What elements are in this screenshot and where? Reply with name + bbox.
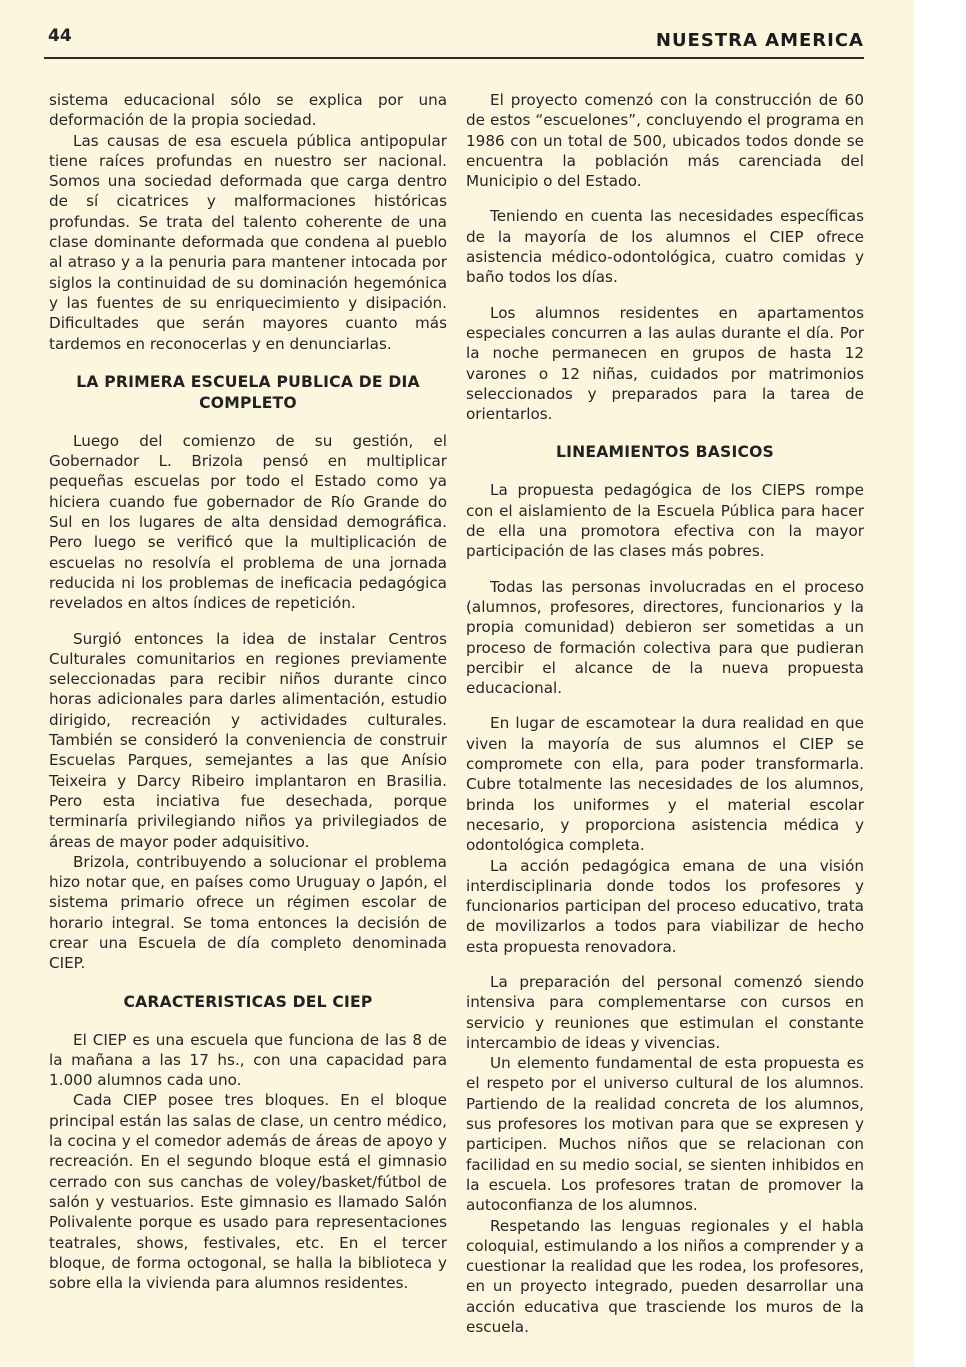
left-column xyxy=(49,90,447,1293)
paragraph: Todas las personas involucradas en el proceso (alumnos, profesores, directores, funcionarios y la propia comunidad) debieron ser sometidas a un proceso de formación colectiva para que pudieran percibir el alcance de la nueva propuesta educacional. xyxy=(466,577,864,698)
paragraph: sistema educacional sólo se explica por una deformación de la propia sociedad. xyxy=(49,91,447,130)
column-gutter xyxy=(457,92,458,1312)
paragraph: La preparación del personal comenzó siendo intensiva para complementarse con cursos en servicio y reuniones que estimulan el constante intercambio de ideas y vivencias. xyxy=(466,972,864,1052)
magazine-title: NUESTRA AMERICA xyxy=(655,30,864,51)
paragraph: Teniendo en cuenta las necesidades específicas de la mayoría de los alumnos el CIEP ofrece asistencia médico-odontológica, cuatro comidas y baño todos los días. xyxy=(466,207,864,287)
page-number: 44 xyxy=(48,26,72,46)
page-header xyxy=(44,26,864,56)
paragraph: En lugar de escamotear la dura realidad en que viven la mayoría de sus alumnos el CIEP se compromete con ella, para poder transformarla. Cubre totalmente las necesidades de los alumnos, brinda los uniformes y el material escolar necesario, y proporciona asistencia médica y odontológica completa. xyxy=(466,714,864,855)
paragraph: Las causas de esa escuela pública antipopular tiene raíces profundas en nuestro ser nacional. Somos una sociedad deformada que carga dentro de sí cicatrices y malformaciones históricas profundas. Se trata del talento coherente de una clase dominante deformada que condena al pueblo al atraso y a la penuria para mantener intocada por siglos la continuidad de su dominación hegemónica y las fuentes de su enriquecimiento y disipación. Dificultades que serán mayores cuanto más tardemos en reconocerlas y en denunciarlas. xyxy=(49,131,447,353)
paragraph: Los alumnos residentes en apartamentos especiales concurren a las aulas durante el día. Por la noche permanecen en grupos de hasta 12 varones o 12 niñas, cuidados por matrimonios seleccionados y preparados para la tarea de orientarlos. xyxy=(466,303,864,424)
right-column xyxy=(466,90,864,1337)
section-heading: LINEAMIENTOS BASICOS xyxy=(555,443,774,462)
paragraph: Luego del comienzo de su gestión, el Gobernador L. Brizola pensó en multiplicar pequeñas escuelas por todo el Estado como ya hiciera cuando fue gobernador de Río Grande do Sul en los lugares de alta densidad demográfica. Pero luego se verificó que la multiplicación de escuelas no resolvía el problema de una jornada reducida ni los problemas de ineficacia pedagógica revelados en altos índices de repetición. xyxy=(49,431,447,613)
paragraph: Surgió entonces la idea de instalar Centros Culturales comunitarios en regiones previamente seleccionadas para recibir niños durante cinco horas adicionales para darles alimentación, estudio dirigido, recreación y actividades culturales. También se consideró la conveniencia de construir Escuelas Parques, semejantes a las que Anísio Teixeira y Darcy Ribeiro implantaron en Brasilia. Pero esta inciativa fue desechada, porque terminaría privilegiando niños ya privilegiados de áreas de mayor poder adquisitivo. xyxy=(49,629,447,851)
paragraph: Un elemento fundamental de esta propuesta es el respeto por el universo cultural de los alumnos. Partiendo de la realidad concreta de los alumnos, sus profesores los motivan para que se expresen y participen. Muchos niños que se relacionan con facilidad en su medio social, se sienten inhibidos en la escuela. Los profesores tratan de promover la autoconfianza de los alumnos. xyxy=(466,1054,864,1215)
paragraph: Brizola, contribuyendo a solucionar el problema hizo notar que, en países como Uruguay o Japón, el sistema primario ofrece un régimen escolar de horario integral. Se toma entonces la decisión de crear una Escuela de día completo denominada CIEP. xyxy=(49,852,447,973)
header-rule xyxy=(44,57,864,59)
section-heading: LA PRIMERA ESCUELA PUBLICA DE DIA COMPLETO xyxy=(76,372,420,412)
paragraph: La propuesta pedagógica de los CIEPS rompe con el aislamiento de la Escuela Pública para hacer de ella una promotora efectiva con la mayor participación de las clases más pobres. xyxy=(466,481,864,561)
paragraph: El CIEP es una escuela que funciona de las 8 de la mañana a las 17 hs., con una capacidad para 1.000 alumnos cada uno. xyxy=(49,1030,447,1090)
section-heading: CARACTERISTICAS DEL CIEP xyxy=(123,992,373,1011)
paragraph: La acción pedagógica emana de una visión interdisciplinaria donde todos los profesores y funcionarios participan del proceso educativo, trata de movilizarlos a todos para viabilizar de hecho esta propuesta renovadora. xyxy=(466,856,864,956)
paragraph: El proyecto comenzó con la construcción de 60 de estos “escuelones”, concluyendo el programa en 1986 con un total de 500, ubicados todos donde se encuentra la población más carenciada del Municipio o del Estado. xyxy=(466,91,864,191)
paragraph: Respetando las lenguas regionales y el habla coloquial, estimulando a los niños a comprender y a cuestionar la realidad que les rodea, los profesores, en un proyecto integrado, pueden desarrollar una acción educativa que trasciende los muros de la escuela. xyxy=(466,1216,864,1337)
paragraph: Cada CIEP posee tres bloques. En el bloque principal están las salas de clase, un centro médico, la cocina y el comedor además de áreas de apoyo y recreación. En el segundo bloque está el gimnasio cerrado con sus canchas de voley/basket/fútbol de salón y vestuarios. Este gimnasio es llamado Salón Polivalente porque es usado para representaciones teatrales, shows, festivales, etc. En el tercer bloque, de forma octogonal, se halla la biblioteca y sobre ella la vivienda para alumnos residentes. xyxy=(49,1091,447,1293)
